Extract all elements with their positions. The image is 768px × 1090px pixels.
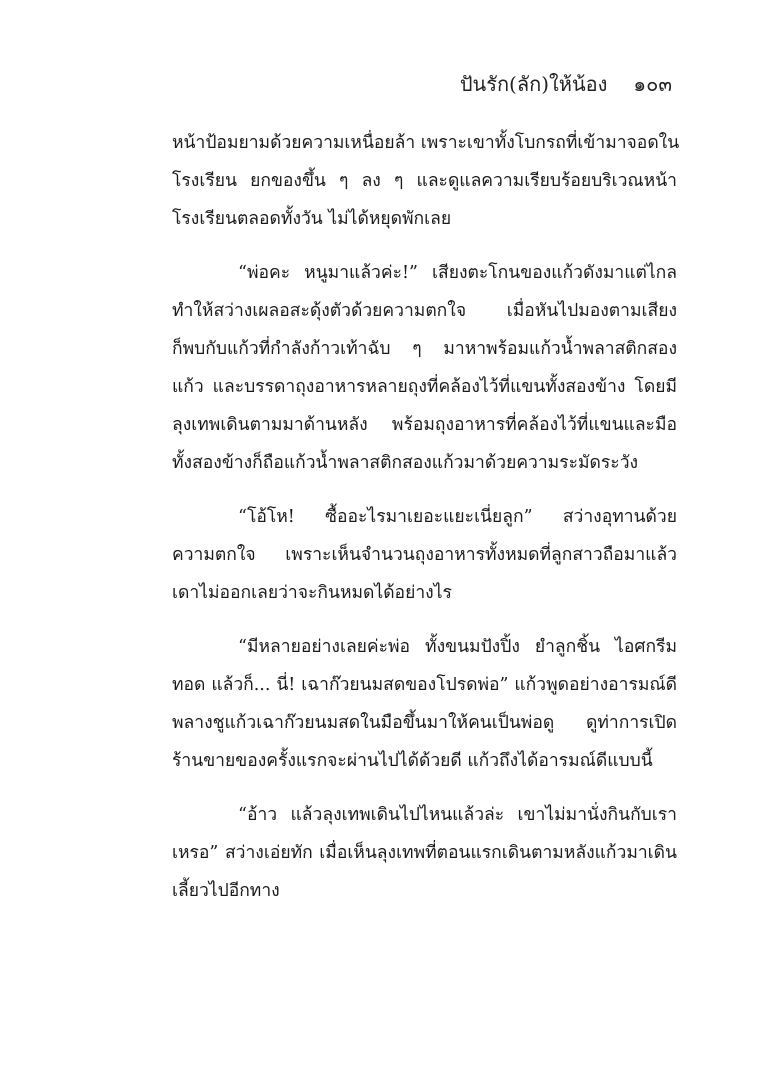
book-title: ปันรัก(ลัก)ให้น้อง [459,72,608,96]
text-line: เหรอ” สว่างเอ่ยทัก เมื่อเห็นลุงเทพที่ตอนแรกเดินตามหลังแก้วมาเดิน [172,843,677,863]
text-line: โรงเรียน ยกของขึ้น ๆ ลง ๆ และดูแลความเรียบร้อยบริเวณหน้า [172,171,677,191]
text-line: เดาไม่ออกเลยว่าจะกินหมดได้อย่างไร [172,583,452,603]
text-line: “มีหลายอย่างเลยค่ะพ่อ ทั้งขนมปังปิ้ง ยำลูกชิ้น ไอศกรีม [238,637,677,657]
running-header [460,68,672,100]
body-text [172,124,680,910]
text-line: ทอด แล้วก็... นี่! เฉาก๊วยนมสดของโปรดพ่อ” แก้วพูดอย่างอารมณ์ดี [172,675,677,695]
text-line: ก็พบกับแก้วที่กำลังก้าวเท้าฉับ ๆ มาหาพร้อมแก้วน้ำพลาสติกสอง [172,339,677,359]
text-line: แก้ว และบรรดาถุงอาหารหลายถุงที่คล้องไว้ที่แขนทั้งสองข้าง โดยมี [172,377,677,397]
text-line: ร้านขายของครั้งแรกจะผ่านไปได้ด้วยดี แก้วถึงได้อารมณ์ดีแบบนี้ [172,751,653,771]
text-line: ลุงเทพเดินตามมาด้านหลัง พร้อมถุงอาหารที่คล้องไว้ที่แขนและมือ [172,415,677,435]
text-line: ทำให้สว่างเผลอสะดุ้งตัวด้วยความตกใจ เมื่อหันไปมองตามเสียง [172,301,677,321]
text-line: พลางชูแก้วเฉาก๊วยนมสดในมือขึ้นมาให้คนเป็นพ่อดู ดูท่าการเปิด [172,713,677,733]
paragraph [172,498,677,612]
text-line: “พ่อคะ หนูมาแล้วค่ะ!” เสียงตะโกนของแก้วดังมาแต่ไกล [238,263,677,283]
text-line: หน้าป้อมยามด้วยความเหนื่อยล้า เพราะเขาทั้งโบกรถที่เข้ามาจอดใน [172,133,680,153]
text-line: “โอ้โห! ซื้ออะไรมาเยอะแยะเนี่ยลูก” สว่างอุทานด้วย [238,507,677,527]
text-line: “อ้าว แล้วลุงเทพเดินไปไหนแล้วล่ะ เขาไม่มานั่งกินกับเรา [238,805,677,825]
page-number: ๑๐๓ [633,72,672,96]
paragraph [172,628,677,780]
text-line: ทั้งสองข้างก็ถือแก้วน้ำพลาสติกสองแก้วมาด้วยความระมัดระวัง [172,453,639,473]
text-line: โรงเรียนตลอดทั้งวัน ไม่ได้หยุดพักเลย [172,209,452,229]
text-line: เลี้ยวไปอีกทาง [172,881,280,901]
paragraph [172,254,677,482]
paragraph [172,796,677,910]
text-line: ความตกใจ เพราะเห็นจำนวนถุงอาหารทั้งหมดที่ลูกสาวถือมาแล้ว [172,545,677,565]
paragraph [172,124,680,238]
